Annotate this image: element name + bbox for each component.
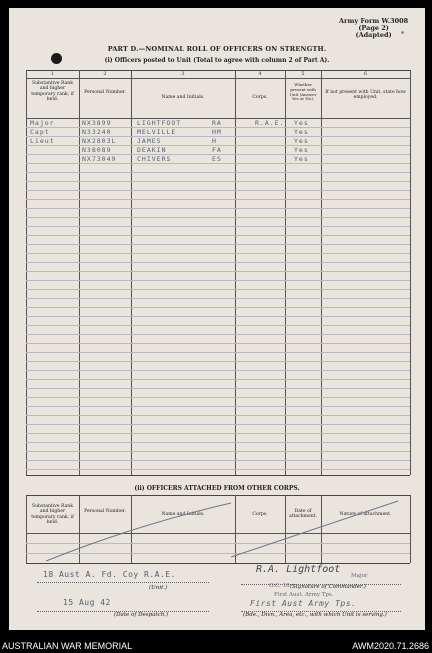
s2-header-number: Personal Number.	[84, 509, 126, 514]
ruled-line	[26, 172, 410, 173]
part-title: PART D.—NOMINAL ROLL OF OFFICERS ON STRENGTH.	[107, 45, 327, 53]
officers-table	[26, 70, 410, 480]
officer-name: LIGHTFOOT	[137, 119, 182, 127]
ruled-line	[26, 307, 410, 308]
archive-name: AUSTRALIAN WAR MEMORIAL	[2, 641, 133, 651]
s2-header-corps: Corps.	[252, 512, 268, 517]
ruled-line	[26, 343, 410, 344]
col-num-3: 3	[181, 71, 185, 77]
ruled-line	[26, 280, 410, 281]
officer-initials: H	[212, 137, 217, 145]
ruled-line	[26, 406, 410, 407]
s2-header-rank: Substantive Rank and higher temporary rank, if held.	[31, 504, 74, 526]
ruled-line	[26, 289, 410, 290]
officer-number: N33240	[82, 128, 112, 136]
ruled-line	[26, 370, 410, 371]
officer-name: DEAKIN	[137, 146, 167, 154]
ruled-line	[26, 316, 410, 317]
officer-present: Yes	[294, 128, 309, 136]
col-header-present: Whether present with Unit (Answer Yes or No).	[289, 82, 317, 102]
col-header-employed: If not present with Unit, state how employed.	[325, 90, 406, 101]
officer-initials: HM	[212, 128, 222, 136]
ruled-line	[26, 379, 410, 380]
stamp-unit: First Aust. Army Tps.	[274, 592, 334, 598]
officer-initials: FA	[212, 146, 222, 154]
ruled-line	[26, 469, 410, 470]
archive-caption	[0, 638, 432, 653]
ruled-line	[26, 415, 410, 416]
s2-header-nature: Nature of attachment.	[339, 512, 392, 517]
col-header-name: Name and Initials.	[161, 95, 205, 100]
officer-name: JAMES	[137, 137, 162, 145]
form-page	[9, 8, 425, 630]
ruled-line	[26, 388, 410, 389]
stamp-rank: Major	[351, 573, 368, 579]
form-page-number: (Page 2)	[358, 24, 389, 32]
ruled-line	[26, 163, 410, 164]
ruled-line	[26, 181, 410, 182]
ruled-line	[26, 451, 410, 452]
col-header-number: Personal Number.	[84, 90, 126, 95]
ruled-line	[26, 262, 410, 263]
form-reference	[339, 18, 408, 39]
ruled-line	[26, 460, 410, 461]
ruled-line	[26, 325, 410, 326]
officer-present: Yes	[294, 137, 309, 145]
col-header-corps: Corps.	[252, 95, 268, 100]
officer-initials: ES	[212, 155, 222, 163]
officer-corps: R.A.E.	[255, 119, 285, 127]
form-adapted: (Adapted)	[355, 31, 392, 39]
attached-officers-table	[26, 495, 410, 565]
stamp-oc: O.C. 18	[269, 583, 290, 589]
ruled-line	[26, 190, 410, 191]
officer-rank: Capt	[30, 128, 50, 136]
date-value: 15 Aug 42	[63, 598, 111, 607]
section2-title: (ii) OFFICERS ATTACHED FROM OTHER CORPS.	[134, 485, 300, 492]
officer-number: NX3899	[82, 119, 112, 127]
signature-label: (Signature of Commander.)	[290, 584, 366, 590]
col-header-rank: Substantive Rank and higher temporary rank, if held.	[31, 81, 74, 103]
col-num-2: 2	[103, 71, 107, 77]
ruled-line	[26, 244, 410, 245]
officer-number: N38089	[82, 146, 112, 154]
ruled-line	[26, 352, 410, 353]
ruled-line	[26, 271, 410, 272]
form-name: Army Form W.3008	[339, 17, 409, 25]
col-num-6: 6	[363, 71, 368, 77]
ruled-line	[26, 235, 410, 236]
unit-value: 18 Aust A. Fd. Coy R.A.E.	[43, 570, 176, 579]
archive-id: AWM2020.71.2686	[352, 641, 429, 651]
officer-rank: Major	[30, 119, 55, 127]
ruled-line	[26, 334, 410, 335]
officer-present: Yes	[294, 155, 309, 163]
unit-label: (Unit.)	[149, 585, 168, 591]
col-num-5: 5	[301, 71, 305, 77]
section1-title: (i) Officers posted to Unit (Total to agree with column 2 of Part A).	[104, 57, 330, 64]
ruled-line	[26, 397, 410, 398]
ruled-line	[26, 199, 410, 200]
col-num-4: 4	[258, 71, 262, 77]
officer-name: CHIVERS	[137, 155, 172, 163]
unit-line	[37, 582, 209, 583]
officer-rank: Lieut	[30, 137, 55, 145]
officer-present: Yes	[294, 146, 309, 154]
commander-signature: R.A. Lightfoot	[256, 564, 341, 575]
date-label: (Date of Despatch.)	[114, 612, 169, 618]
formation-value: First Aust Army Tps.	[250, 599, 357, 608]
officer-number: NX73049	[82, 155, 117, 163]
officer-initials: RA	[212, 119, 222, 127]
ruled-line	[26, 361, 410, 362]
nil-strike-lines	[26, 495, 410, 565]
asterisk-mark: *	[401, 31, 404, 38]
officer-number: NX2803L	[82, 137, 117, 145]
ruled-line	[26, 226, 410, 227]
col-num-1: 1	[50, 71, 55, 77]
ruled-line	[26, 424, 410, 425]
officer-present: Yes	[294, 119, 309, 127]
s2-header-date: Date of attachment.	[288, 509, 318, 520]
ruled-line	[26, 433, 410, 434]
ruled-line	[26, 208, 410, 209]
ruled-line	[26, 217, 410, 218]
ruled-line	[26, 298, 410, 299]
s2-header-name: Name and Initials.	[161, 512, 205, 517]
officer-name: MELVILLE	[137, 128, 177, 136]
formation-label: (Bde., Divn., Area, etc., with which Unit is serving.)	[243, 612, 387, 618]
ruled-line	[26, 442, 410, 443]
ruled-line	[26, 253, 410, 254]
